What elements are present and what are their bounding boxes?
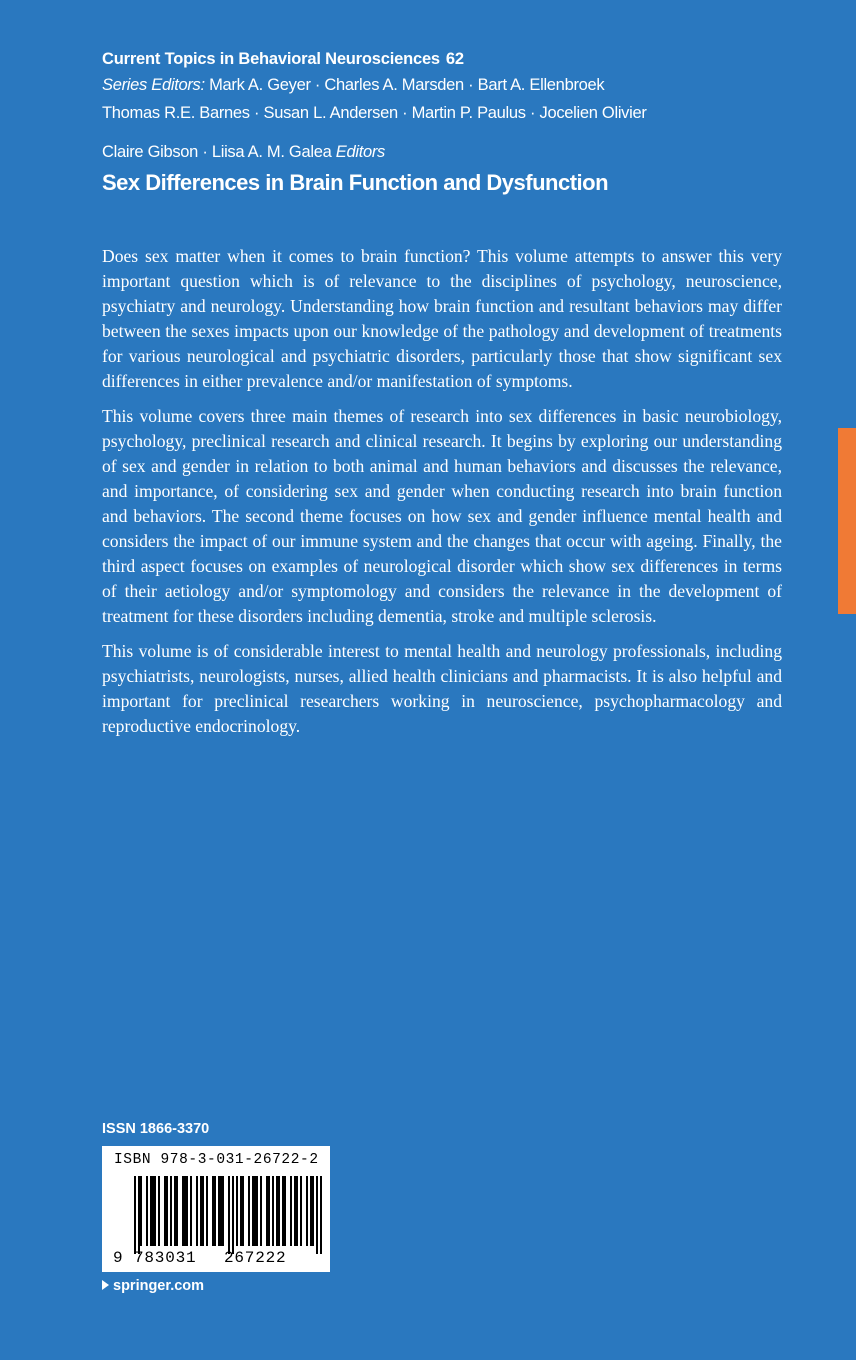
blurb-paragraph-3: This volume is of considerable interest to mental health and neurology professionals, including psychiatrists, neurologists, nurses, allied health clinicians and pharmacists. It is also helpful and important for preclinical researchers working in neuroscience, psychopharmacology and reproductive endocrinology. [102, 641, 782, 736]
back-cover-blurb [102, 244, 782, 749]
issn: ISSN 1866-3370 [102, 1121, 210, 1137]
book-editors-names: Claire Gibson · Liisa A. M. Galea [102, 143, 332, 161]
book-editors [102, 140, 385, 164]
book-editors-label: Editors [335, 143, 386, 161]
publisher-link[interactable] [102, 1276, 204, 1296]
arrow-right-icon [102, 1280, 109, 1290]
barcode-digits-right: 267222 [224, 1249, 287, 1267]
blurb-paragraph-1: Does sex matter when it comes to brain function? This volume attempts to answer this very important question which is of relevance to the disciplines of psychology, neuroscience, psychiatry and neurology. Understanding how brain function and resultant behaviors may differ between the sexes impacts upon our knowledge of the pathology and development of treatments for various neurological and psychiatric disorders, particularly those that show significant sex differences in either prevalence and/or manifestation of symptoms. [102, 246, 782, 391]
series-name: Current Topics in Behavioral Neurosciences [102, 50, 440, 68]
barcode-digits-left: 783031 [134, 1249, 197, 1267]
barcode-digit-lead: 9 [113, 1249, 123, 1267]
series-editors-line-1 [102, 71, 802, 99]
series-info [102, 47, 802, 127]
series-volume: 62 [445, 50, 464, 68]
blurb-paragraph-2: This volume covers three main themes of research into sex differences in basic neurobiology, psychology, preclinical research and clinical research. It begins by exploring our understanding of sex and gender in relation to both animal and human behaviors and discusses the relevance, and importance, of considering sex and gender when conducting research into brain function and behaviors. The second theme focuses on how sex and gender influence mental health and considers the impact of our immune system and the changes that occur with ageing. Finally, the third aspect focuses on examples of neurological disorder which show sex differences in terms of their aetiology and/or symptomology and considers the relevance in the development of treatment for these disorders including dementia, stroke and multiple sclerosis. [102, 406, 782, 626]
isbn-barcode [102, 1146, 330, 1272]
book-title: Sex Differences in Brain Function and Dysfunction [102, 170, 609, 195]
orange-accent-bar [838, 428, 856, 614]
series-editors-line-2: Thomas R.E. Barnes · Susan L. Andersen · Martin P. Paulus · Jocelien Olivier [102, 104, 647, 122]
isbn-label: ISBN 978-3-031-26722-2 [114, 1152, 319, 1168]
series-editors-label: Series Editors: [102, 76, 205, 94]
series-editors-names-1: Mark A. Geyer · Charles A. Marsden · Bart A. Ellenbroek [209, 76, 605, 94]
series-title [102, 47, 802, 71]
publisher-url: springer.com [113, 1278, 205, 1294]
